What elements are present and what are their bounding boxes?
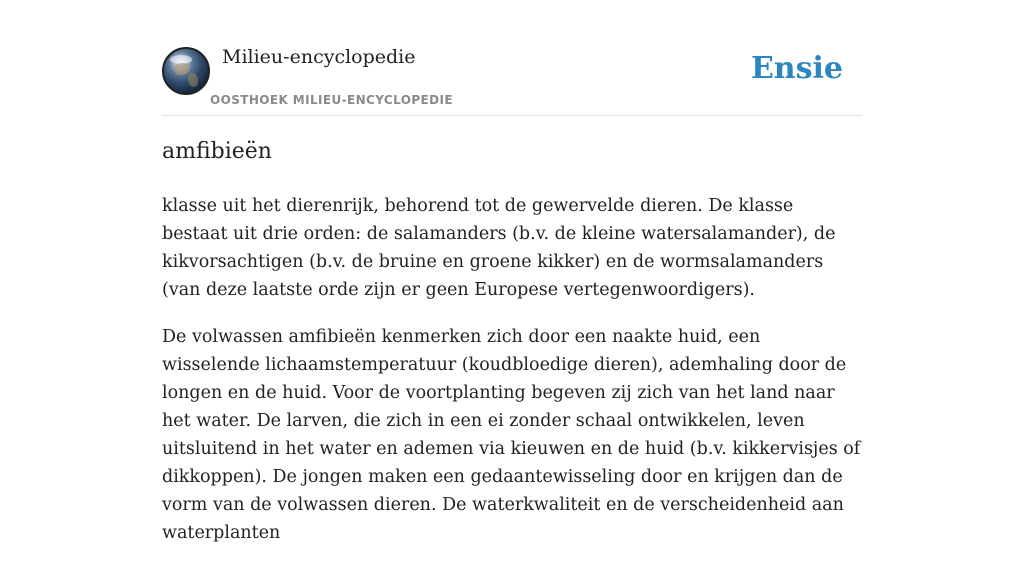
article-title: amfibieën: [162, 139, 272, 164]
site-subtitle[interactable]: OOSTHOEK MILIEU-ENCYCLOPEDIE: [210, 93, 453, 107]
globe-land: [188, 73, 198, 87]
article-body: [162, 192, 862, 566]
header: [162, 0, 862, 116]
article-paragraph-2: De volwassen amfibieën kenmerken zich door een naakte huid, een wisselende lichaamstemperatuur (koudbloedige dieren), ademhaling door de longen en de huid. Voor de voortplanting begeven zij zich van het land naar het water. De larven, die zich in een ei zonder schaal ontwikkelen, leven uitsluitend in het water en ademen via kieuwen en de huid (b.v. kikkervisjes of dikkoppen). De jongen maken een gedaantewisseling door en krijgen dan de vorm van de volwassen dieren. De waterkwaliteit en de verscheidenheid aan waterplanten: [162, 327, 861, 543]
article-paragraph-1: klasse uit het dierenrijk, behorend tot de gewervelde dieren. De klasse bestaat uit drie orden: de salamanders (b.v. de kleine watersalamander), de kikvorsachtigen (b.v. de bruine en groene kikker) en de wormsalamanders (van deze laatste orde zijn er geen Europese vertegenwoordigers).: [162, 196, 836, 300]
earth-globe-icon[interactable]: [162, 47, 210, 95]
site-title[interactable]: Milieu-encyclopedie: [222, 46, 416, 68]
globe-land: [174, 63, 190, 75]
brand-logo[interactable]: Ensie: [750, 51, 843, 86]
